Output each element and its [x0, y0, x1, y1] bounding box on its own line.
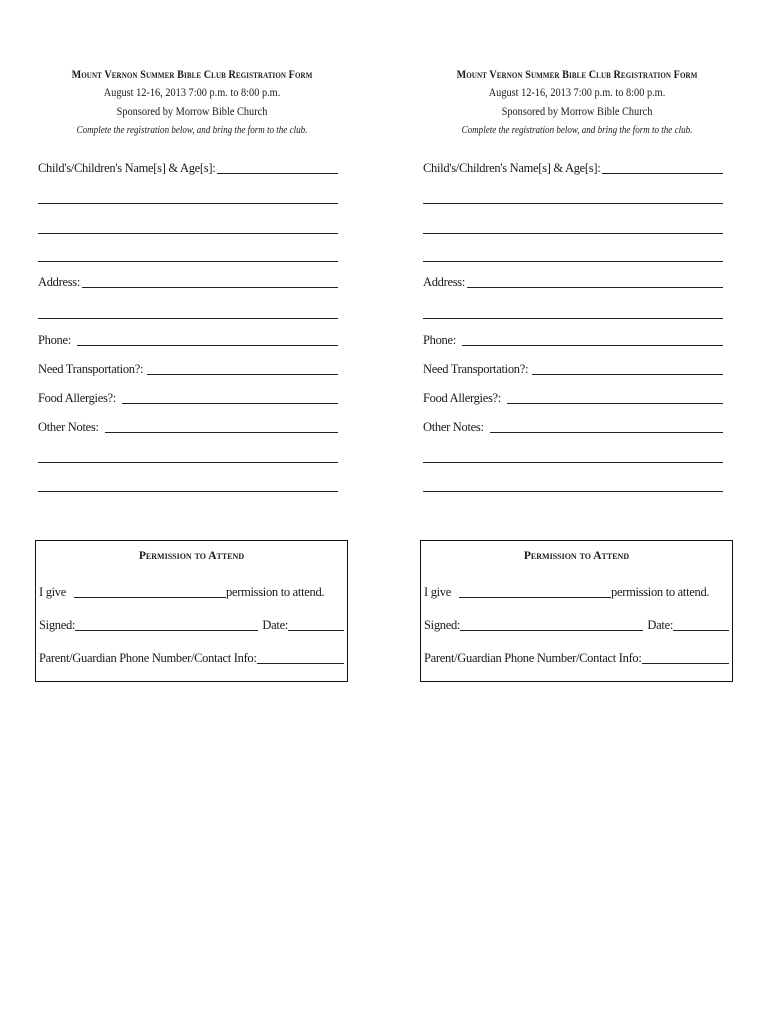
- children-field[interactable]: [423, 160, 723, 176]
- parent-contact-label: Parent/Guardian Phone Number/Contact Info:: [424, 651, 642, 665]
- parent-contact-row[interactable]: [424, 650, 729, 666]
- form-instructions: Complete the registration below, and bring the form to the club.: [76, 125, 308, 136]
- allergies-line[interactable]: [122, 403, 338, 404]
- form-header: [33, 67, 351, 140]
- signed-row[interactable]: [424, 617, 729, 633]
- children-field[interactable]: [38, 160, 338, 176]
- permission-give-row[interactable]: [39, 584, 344, 600]
- notes-line[interactable]: [105, 432, 338, 433]
- child-name-line[interactable]: [459, 597, 611, 598]
- notes-field[interactable]: [38, 419, 338, 435]
- notes-blank-line-1[interactable]: [38, 462, 338, 463]
- permission-text: permission to attend.: [611, 585, 710, 599]
- phone-field[interactable]: [423, 332, 723, 348]
- child-name-line[interactable]: [74, 597, 226, 598]
- phone-line[interactable]: [462, 345, 723, 346]
- transportation-field[interactable]: [423, 361, 723, 377]
- permission-title: Permission to Attend: [523, 550, 630, 562]
- notes-field[interactable]: [423, 419, 723, 435]
- i-give-label: I give: [424, 585, 452, 599]
- permission-title: Permission to Attend: [138, 550, 245, 562]
- children-blank-line-1[interactable]: [38, 203, 338, 204]
- children-blank-line-3[interactable]: [38, 261, 338, 262]
- phone-label: Phone:: [38, 333, 71, 347]
- signed-label: Signed:: [424, 618, 461, 632]
- notes-blank-line-2[interactable]: [423, 491, 723, 492]
- form-title: Mount Vernon Summer Bible Club Registration Form: [71, 69, 313, 81]
- transportation-line[interactable]: [532, 374, 723, 375]
- children-blank-line-1[interactable]: [423, 203, 723, 204]
- permission-box: [35, 540, 348, 682]
- i-give-label: I give: [39, 585, 67, 599]
- signature-line[interactable]: [460, 630, 643, 631]
- notes-label: Other Notes:: [423, 420, 484, 434]
- form-sponsor: Sponsored by Morrow Bible Church: [116, 104, 268, 118]
- notes-line[interactable]: [490, 432, 723, 433]
- date-label: Date:: [262, 618, 288, 632]
- allergies-field[interactable]: [38, 390, 338, 406]
- notes-blank-line-2[interactable]: [38, 491, 338, 492]
- date-line[interactable]: [673, 630, 729, 631]
- signed-row[interactable]: [39, 617, 344, 633]
- address-blank-line[interactable]: [423, 318, 723, 319]
- parent-contact-label: Parent/Guardian Phone Number/Contact Info:: [39, 651, 257, 665]
- children-label: Child's/Children's Name[s] & Age[s]:: [38, 161, 216, 175]
- children-label: Child's/Children's Name[s] & Age[s]:: [423, 161, 601, 175]
- permission-text: permission to attend.: [226, 585, 325, 599]
- allergies-label: Food Allergies?:: [423, 391, 501, 405]
- date-line[interactable]: [288, 630, 344, 631]
- form-header: [418, 67, 736, 140]
- children-blank-line-2[interactable]: [38, 233, 338, 234]
- form-title: Mount Vernon Summer Bible Club Registration Form: [456, 69, 698, 81]
- signed-label: Signed:: [39, 618, 76, 632]
- permission-give-row[interactable]: [424, 584, 729, 600]
- transportation-label: Need Transportation?:: [38, 362, 144, 376]
- permission-box: [420, 540, 733, 682]
- parent-contact-row[interactable]: [39, 650, 344, 666]
- address-line[interactable]: [82, 287, 338, 288]
- address-field[interactable]: [423, 274, 723, 290]
- address-label: Address:: [38, 275, 81, 289]
- children-blank-line-3[interactable]: [423, 261, 723, 262]
- children-blank-line-2[interactable]: [423, 233, 723, 234]
- address-blank-line[interactable]: [38, 318, 338, 319]
- allergies-line[interactable]: [507, 403, 723, 404]
- form-instructions: Complete the registration below, and bring the form to the club.: [461, 125, 693, 136]
- phone-label: Phone:: [423, 333, 456, 347]
- signature-line[interactable]: [75, 630, 258, 631]
- transportation-line[interactable]: [147, 374, 338, 375]
- transportation-label: Need Transportation?:: [423, 362, 529, 376]
- form-sponsor: Sponsored by Morrow Bible Church: [501, 104, 653, 118]
- form-dates: August 12-16, 2013 7:00 p.m. to 8:00 p.m.: [488, 85, 666, 99]
- address-line[interactable]: [467, 287, 723, 288]
- allergies-field[interactable]: [423, 390, 723, 406]
- phone-field[interactable]: [38, 332, 338, 348]
- phone-line[interactable]: [77, 345, 338, 346]
- date-label: Date:: [647, 618, 673, 632]
- children-line[interactable]: [217, 173, 338, 174]
- form-dates: August 12-16, 2013 7:00 p.m. to 8:00 p.m.: [103, 85, 281, 99]
- children-line[interactable]: [602, 173, 723, 174]
- allergies-label: Food Allergies?:: [38, 391, 116, 405]
- notes-blank-line-1[interactable]: [423, 462, 723, 463]
- parent-contact-line[interactable]: [257, 663, 344, 664]
- address-label: Address:: [423, 275, 466, 289]
- transportation-field[interactable]: [38, 361, 338, 377]
- parent-contact-line[interactable]: [642, 663, 729, 664]
- address-field[interactable]: [38, 274, 338, 290]
- notes-label: Other Notes:: [38, 420, 99, 434]
